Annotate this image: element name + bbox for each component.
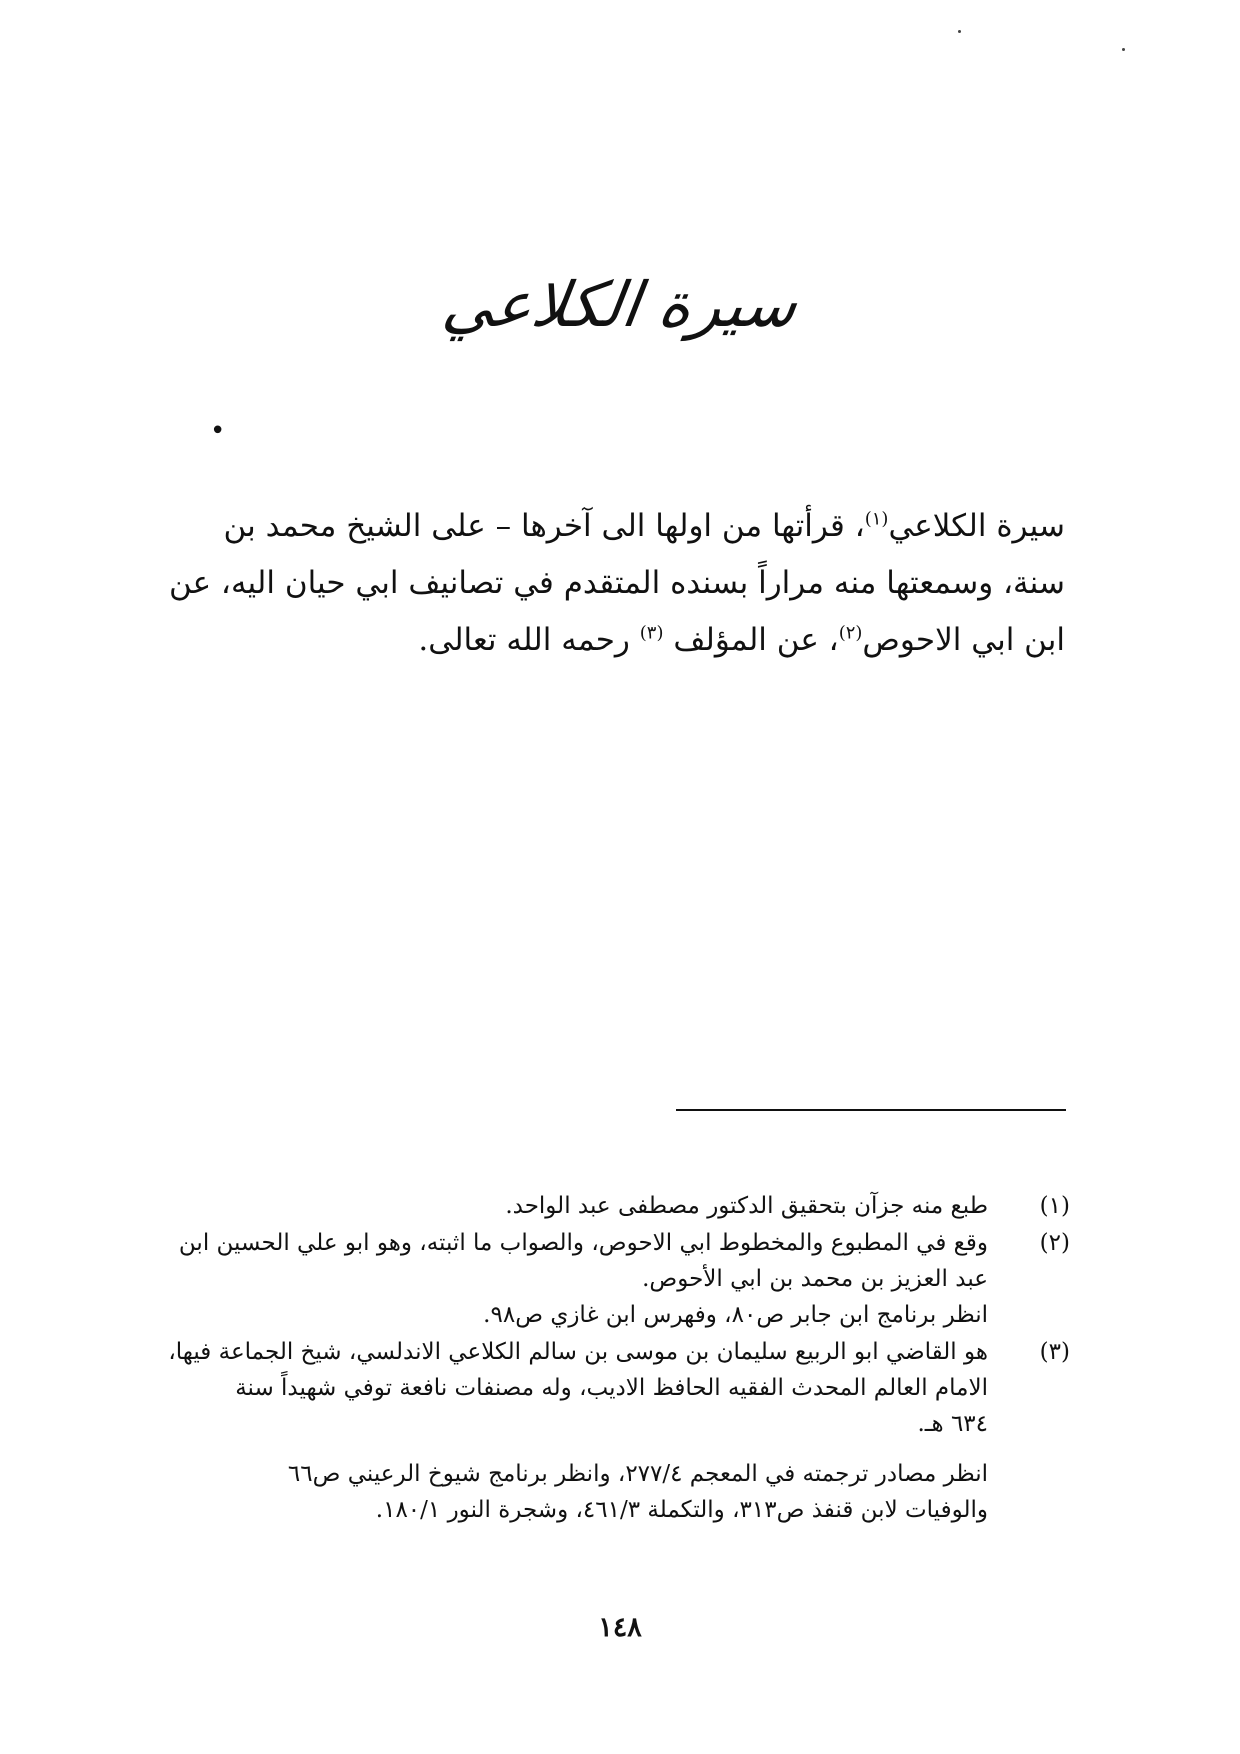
paragraph-text: رحمه الله تعالى.: [418, 622, 630, 658]
footnote-ref-3: (٣): [639, 622, 664, 644]
page-title: سيرة الكلاعي: [438, 268, 802, 341]
footnote-line: ٦٣٤ هـ.: [917, 1411, 988, 1437]
paragraph-line-2: [168, 555, 1065, 612]
main-paragraph: [168, 498, 1065, 669]
scan-speck: [958, 30, 961, 33]
footnote-ref-2: (٢): [838, 622, 863, 644]
footnote-ref-1: (١): [864, 508, 889, 530]
footnote-3: [170, 1334, 1070, 1528]
footnote-1: [170, 1188, 1070, 1224]
paragraph-text: سنة، وسمعتها منه مراراً بسنده المتقدم في تصانيف ابي حيان اليه، عن: [168, 565, 1065, 601]
paragraph-line-3: [180, 612, 1065, 669]
footnote-line: والوفيات لابن قنفذ ص٣١٣، والتكملة ٤٦١/٣، وشجرة النور ١٨٠/١.: [375, 1497, 988, 1523]
footnote-divider: [676, 1109, 1066, 1111]
footnote-2: [170, 1225, 1070, 1333]
footnote-line: انظر مصادر ترجمته في المعجم ٢٧٧/٤، وانظر برنامج شيوخ الرعيني ص٦٦: [287, 1461, 988, 1487]
paragraph-line-1: [180, 498, 1065, 555]
footnote-number: (١): [1039, 1193, 1070, 1219]
footnote-number: (٣): [1039, 1339, 1070, 1365]
footnote-line: وقع في المطبوع والمخطوط ابي الاحوص، والصواب ما اثبته، وهو ابو علي الحسين ابن: [178, 1230, 988, 1256]
footnotes-section: [170, 1188, 1070, 1529]
paragraph-text: ابن ابي الاحوص: [862, 622, 1065, 658]
footnote-spacer: [170, 1442, 988, 1456]
scan-speck: [1122, 48, 1125, 51]
paragraph-text: ، قرأتها من اولها الى آخرها – على الشيخ محمد بن: [223, 508, 865, 544]
footnote-line: انظر برنامج ابن جابر ص٨٠، وفهرس ابن غازي ص٩٨.: [483, 1302, 988, 1328]
footnote-line: الامام العالم المحدث الفقيه الحافظ الاديب، وله مصنفات نافعة توفي شهيداً سنة: [235, 1375, 988, 1401]
footnote-line: طبع منه جزآن بتحقيق الدكتور مصطفى عبد الواحد.: [505, 1193, 988, 1219]
paragraph-text: ، عن المؤلف: [673, 622, 839, 658]
section-marker: •: [210, 416, 226, 446]
paragraph-text: سيرة الكلاعي: [888, 508, 1065, 544]
footnote-number: (٢): [1039, 1230, 1070, 1256]
footnote-line: هو القاضي ابو الربيع سليمان بن موسى بن سالم الكلاعي الاندلسي، شيخ الجماعة فيها،: [168, 1339, 988, 1365]
page-number: ١٤٨: [598, 1612, 642, 1643]
footnote-line: عبد العزيز بن محمد بن ابي الأحوص.: [642, 1266, 988, 1292]
